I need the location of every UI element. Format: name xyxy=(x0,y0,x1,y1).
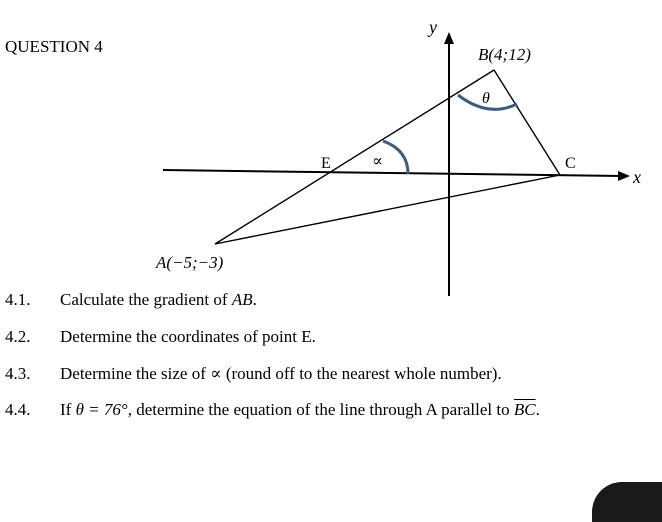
point-A-label: A(−5;−3) xyxy=(156,253,224,272)
point-B-label: B(4;12) xyxy=(478,45,531,64)
line-BC xyxy=(494,70,560,175)
line-AB xyxy=(215,70,494,244)
line-AC xyxy=(215,175,560,244)
x-axis-arrow xyxy=(618,171,630,181)
angle-theta-label: θ xyxy=(482,90,490,107)
axis-label-x: x xyxy=(633,167,641,187)
y-axis-arrow xyxy=(444,32,454,44)
question-text: Determine the size of ∝ (round off to the nearest whole number). xyxy=(60,364,502,383)
angle-alpha-label: ∝ xyxy=(372,153,383,170)
question-number: 4.4. xyxy=(5,400,31,419)
question-number: 4.3. xyxy=(5,364,31,383)
question-number: 4.1. xyxy=(5,290,31,309)
page-corner-decoration xyxy=(592,482,662,522)
point-E-label: E xyxy=(321,155,331,172)
question-heading: QUESTION 4 xyxy=(5,37,103,56)
axis-label-y: y xyxy=(429,17,437,37)
alpha-arc xyxy=(383,141,408,174)
point-C-label: C xyxy=(565,155,576,172)
question-text: If θ = 76°, determine the equation of the line through A parallel to $\overline{BC}$. xyxy=(60,400,540,419)
question-text: Determine the coordinates of point E. xyxy=(60,327,316,346)
question-number: 4.2. xyxy=(5,327,31,346)
x-axis xyxy=(163,170,622,176)
question-text: Calculate the gradient of AB. xyxy=(60,290,257,309)
